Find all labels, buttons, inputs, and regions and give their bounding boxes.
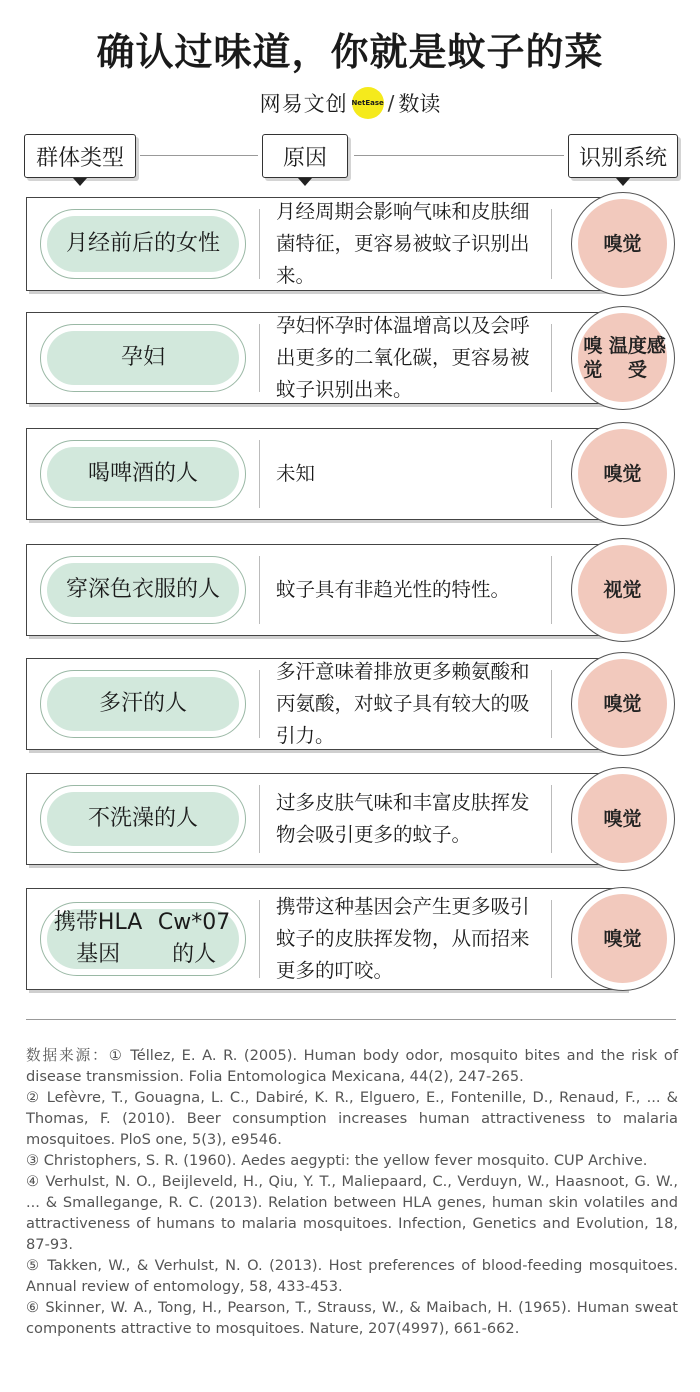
system-label xyxy=(578,313,667,402)
reason-text: 过多皮肤气味和丰富皮肤挥发物会吸引更多的蚊子。 xyxy=(276,791,530,846)
system-label-line: 嗅觉 xyxy=(603,462,642,485)
group-label-line: 穿深色衣服的人 xyxy=(65,577,220,602)
group-label-line: Cw*07的人 xyxy=(157,910,231,967)
down-triangle-icon xyxy=(73,178,87,186)
header-connector-line xyxy=(354,155,564,156)
table-row xyxy=(0,312,700,404)
group-pill xyxy=(40,670,246,738)
group-label xyxy=(47,563,239,617)
logo-main-text: 网易文创 xyxy=(259,92,348,116)
reason-text: 蚊子具有非趋光性的特性。 xyxy=(276,578,511,601)
reference-entry: 数据来源：① Téllez, E. A. R. (2005). Human body odor, mosquito bites and the risk of disease transmission. Folia Entomologica Mexicana, 44(2), 247-265. xyxy=(26,1047,678,1085)
header-reason-label: 原因 xyxy=(282,145,327,171)
header-connector-line xyxy=(140,155,258,156)
column-separator xyxy=(259,670,260,738)
system-badge xyxy=(571,422,675,526)
system-label-line: 嗅觉 xyxy=(583,334,603,381)
system-label-line: 视觉 xyxy=(603,578,642,601)
reference-entry: ④ Verhulst, N. O., Beijleveld, H., Qiu, Y. T., Maliepaard, C., Verduyn, W., Haasnoot, G. W., ... & Smallegange, R. C. (2013). Relation between HLA genes, human skin volatiles and attractiveness of humans to malaria mosquitoes. Infection, Genetics and Evolution, 18, 87-93. xyxy=(26,1173,678,1253)
column-separator xyxy=(259,556,260,624)
column-separator xyxy=(259,785,260,853)
group-pill xyxy=(40,440,246,508)
table-row xyxy=(0,773,700,865)
reference-entry: ② Lefèvre, T., Gouagna, L. C., Dabiré, K. R., Elguero, E., Fontenille, D., Renaud, F., ... & Thomas, F. (2010). Beer consumption increases human attractiveness to malaria mosquitoes. PloS one, 5(3), e9546. xyxy=(26,1089,678,1148)
system-badge xyxy=(571,887,675,991)
group-label-line: 孕妇 xyxy=(120,345,165,370)
group-label xyxy=(47,447,239,501)
group-pill xyxy=(40,556,246,624)
system-label xyxy=(578,659,667,748)
system-label-line: 嗅觉 xyxy=(603,232,642,255)
reason-text: 携带这种基因会产生更多吸引蚊子的皮肤挥发物，从而招来更多的叮咬。 xyxy=(276,895,530,982)
group-pill xyxy=(40,785,246,853)
group-label xyxy=(47,216,239,272)
group-label xyxy=(47,331,239,385)
group-label xyxy=(47,677,239,731)
logo-sub-text: 数读 xyxy=(398,92,441,116)
group-label-line: 月经前后的女性 xyxy=(65,231,220,256)
system-label xyxy=(578,199,667,288)
group-label-line: 喝啤酒的人 xyxy=(87,461,198,486)
column-separator xyxy=(551,556,552,624)
logo-dot-icon: NetEase xyxy=(352,87,384,119)
system-label-line: 嗅觉 xyxy=(603,807,642,830)
header-group-type xyxy=(24,134,136,178)
page-title: 确认过味道，你就是蚊子的菜 xyxy=(96,30,604,74)
system-badge xyxy=(571,767,675,871)
system-label-line: 温度感受 xyxy=(608,334,666,381)
reference-entry: ③ Christophers, S. R. (1960). Aedes aegypti: the yellow fever mosquito. CUP Archive. xyxy=(26,1152,648,1169)
column-separator xyxy=(259,900,260,978)
reason-text: 多汗意味着排放更多赖氨酸和丙氨酸，对蚊子具有较大的吸引力。 xyxy=(276,660,530,747)
column-separator xyxy=(551,209,552,279)
table-row xyxy=(0,428,700,520)
group-label-line: 携带HLA基因 xyxy=(53,910,143,967)
system-label-line: 嗅觉 xyxy=(603,692,642,715)
system-label xyxy=(578,774,667,863)
system-label xyxy=(578,894,667,983)
reason-text: 孕妇怀孕时体温增高以及会呼出更多的二氧化碳，更容易被蚊子识别出来。 xyxy=(276,314,530,401)
logo-slash: / xyxy=(387,91,395,115)
group-label xyxy=(47,792,239,846)
table-row xyxy=(0,658,700,750)
column-separator xyxy=(259,324,260,392)
system-badge xyxy=(571,192,675,296)
group-pill xyxy=(40,902,246,976)
references xyxy=(26,1045,678,1339)
group-label xyxy=(47,909,239,969)
system-badge xyxy=(571,652,675,756)
divider xyxy=(26,1019,676,1020)
table-row xyxy=(0,888,700,990)
column-separator xyxy=(259,209,260,279)
header-system-label: 识别系统 xyxy=(578,145,667,171)
column-separator xyxy=(259,440,260,508)
group-pill xyxy=(40,209,246,279)
system-badge xyxy=(571,538,675,642)
reason-text: 月经周期会影响气味和皮肤细菌特征，更容易被蚊子识别出来。 xyxy=(276,200,530,287)
header-group-label: 群体类型 xyxy=(35,145,124,171)
header-reason xyxy=(262,134,348,178)
table-row xyxy=(0,197,700,291)
group-label-line: 不洗澡的人 xyxy=(87,806,198,831)
column-separator xyxy=(551,900,552,978)
reason-text: 未知 xyxy=(276,462,316,485)
header-recognition-system xyxy=(568,134,678,178)
system-label xyxy=(578,429,667,518)
reference-entry: ⑤ Takken, W., & Verhulst, N. O. (2013). Host preferences of blood-feeding mosquitoes. Annual review of entomology, 58, 433-453. xyxy=(26,1257,678,1295)
table-row xyxy=(0,544,700,636)
down-triangle-icon xyxy=(298,178,312,186)
column-headers xyxy=(0,134,700,184)
group-pill xyxy=(40,324,246,392)
column-separator xyxy=(551,440,552,508)
system-label xyxy=(578,545,667,634)
column-separator xyxy=(551,324,552,392)
system-label-line: 嗅觉 xyxy=(603,927,642,950)
reference-entry: ⑥ Skinner, W. A., Tong, H., Pearson, T., Strauss, W., & Maibach, H. (1965). Human sweat components attractive to mosquitoes. Nature, 207(4997), 661-662. xyxy=(26,1299,678,1337)
system-badge xyxy=(571,306,675,410)
group-label-line: 多汗的人 xyxy=(98,691,187,716)
column-separator xyxy=(551,670,552,738)
column-separator xyxy=(551,785,552,853)
brand-logo xyxy=(0,86,700,120)
down-triangle-icon xyxy=(616,178,630,186)
